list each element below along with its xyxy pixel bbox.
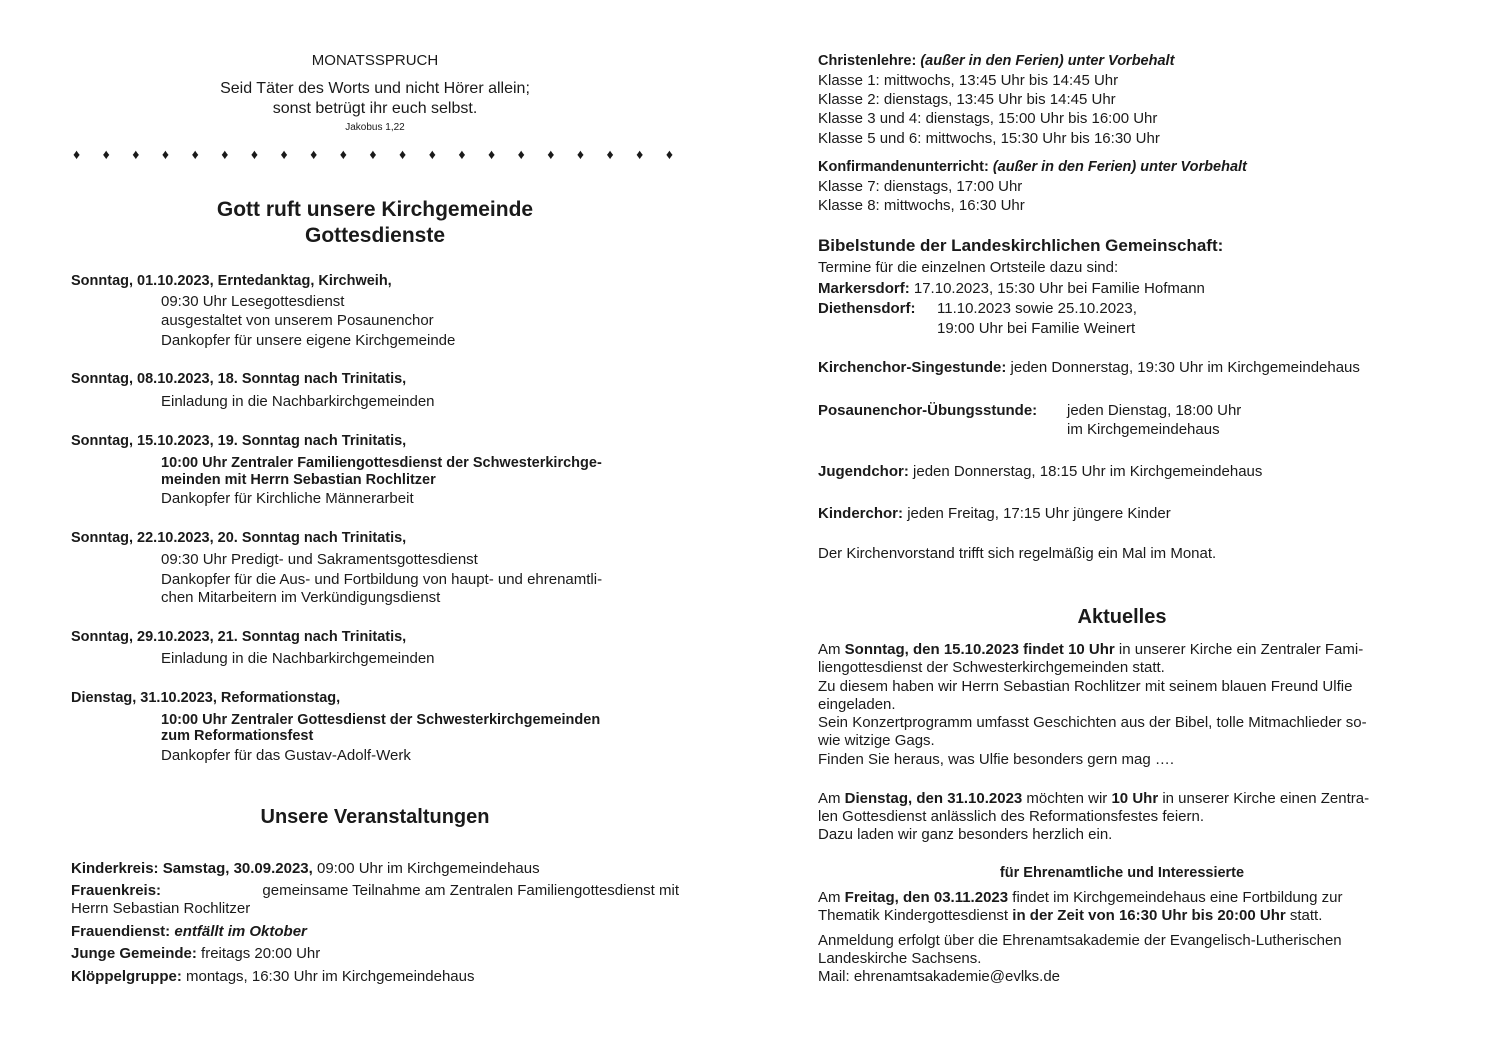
event-text: jeden Donnerstag, 19:30 Uhr im Kirchgemeindehaus — [1010, 359, 1360, 376]
news-line: len Gottesdienst anlässlich des Reformationsfestes feiern. — [818, 808, 1205, 825]
service-line: Dankopfer für Kirchliche Männerarbeit — [161, 490, 414, 507]
diamond-icon: ♦ — [458, 146, 466, 162]
bibel-heading: Bibelstunde der Landeskirchlichen Gemeinschaft: — [818, 236, 1224, 255]
news-text: in unserer Kirche ein Zentraler Fami- — [1114, 641, 1364, 658]
news-line: Landeskirche Sachsens. — [818, 950, 982, 967]
service-date: Sonntag, 15.10.2023, 19. Sonntag nach Trinitatis, — [71, 433, 407, 449]
news-text: statt. — [1285, 907, 1323, 924]
diamond-icon: ♦ — [487, 146, 496, 162]
service-line: Dankopfer für das Gustav-Adolf-Werk — [161, 747, 411, 764]
event-label: Kirchenchor-Singestunde: — [818, 359, 1007, 376]
diamond-icon: ♦ — [191, 146, 199, 162]
event-text: entfällt im Oktober — [174, 923, 307, 940]
event-date: Samstag, 30.09.2023, — [162, 860, 313, 877]
diamond-icon: ♦ — [73, 146, 81, 162]
news-line: liengottesdienst der Schwesterkirchgemeinden statt. — [818, 659, 1165, 676]
class-line: Klasse 2: dienstags, 13:45 Uhr bis 14:45 Uhr — [818, 91, 1116, 108]
jugendchor-line — [818, 463, 1262, 481]
diamond-icon: ♦ — [576, 146, 585, 162]
diamond-icon: ♦ — [517, 146, 525, 162]
service-highlight: meinden mit Herrn Sebastian Rochlitzer — [161, 472, 436, 488]
diamond-icon: ♦ — [547, 146, 555, 162]
konfi-note: (außer in den Ferien) unter Vorbehalt — [992, 159, 1247, 175]
service-date: Sonntag, 01.10.2023, Erntedanktag, Kirchweih, — [71, 273, 392, 289]
diamond-icon: ♦ — [102, 146, 110, 162]
news-line — [818, 641, 1363, 659]
diamond-icon: ♦ — [221, 146, 229, 162]
section-heading: Gott ruft unsere Kirchgemeinde — [216, 198, 534, 221]
news-line: eingeladen. — [818, 696, 896, 713]
class-line: Klasse 8: mittwochs, 16:30 Uhr — [818, 197, 1025, 214]
markersdorf-line — [818, 280, 1205, 298]
email-text: Mail: ehrenamtsakademie@evlks.de — [818, 968, 1060, 985]
event-label: Kinderchor: — [818, 505, 904, 522]
news-text: Am — [818, 641, 845, 658]
news-line: Anmeldung erfolgt über die Ehrenamtsakademie der Evangelisch-Lutherischen — [818, 932, 1342, 949]
service-highlight: zum Reformationsfest — [161, 728, 314, 744]
event-text: im Kirchgemeindehaus — [1067, 421, 1220, 438]
diamond-icon: ♦ — [399, 146, 407, 162]
service-line: 09:30 Uhr Predigt- und Sakramentsgottesdienst — [161, 551, 478, 568]
konfi-label: Konfirmandenunterricht: — [818, 159, 989, 175]
news-text: Am — [818, 790, 845, 807]
diamond-icon: ♦ — [310, 146, 318, 162]
kinderchor-line — [818, 505, 1171, 523]
diamond-icon: ♦ — [369, 146, 377, 162]
motto-line-1: Seid Täter des Worts und nicht Hörer allein; — [220, 80, 530, 97]
news-line: wie witzige Gags. — [818, 732, 935, 749]
diamond-icon: ♦ — [636, 146, 644, 162]
event-text: gemeinsame Teilnahme am Zentralen Familiengottesdienst mit — [262, 882, 679, 899]
diamond-icon: ♦ — [606, 146, 614, 162]
section-subheading: Gottesdienste — [304, 224, 446, 247]
service-line: Dankopfer für unsere eigene Kirchgemeinde — [161, 332, 456, 349]
diamond-icon: ♦ — [161, 146, 170, 162]
events-heading: Unsere Veranstaltungen — [260, 806, 490, 828]
event-text: jeden Freitag, 17:15 Uhr jüngere Kinder — [907, 505, 1171, 522]
diamond-icon: ♦ — [339, 146, 347, 162]
motto-line-2: sonst betrügt ihr euch selbst. — [272, 100, 478, 117]
news-line — [818, 889, 1342, 907]
service-date: Sonntag, 22.10.2023, 20. Sonntag nach Trinitatis, — [71, 530, 407, 546]
service-date: Dienstag, 31.10.2023, Reformationstag, — [71, 690, 341, 706]
place-text: 11.10.2023 sowie 25.10.2023, — [937, 300, 1137, 317]
news-emphasis: in der Zeit von 16:30 Uhr bis 20:00 Uhr — [1012, 907, 1286, 924]
vorstand-text: Der Kirchenvorstand trifft sich regelmäßig ein Mal im Monat. — [818, 545, 1217, 562]
event-text: jeden Dienstag, 18:00 Uhr — [1067, 402, 1242, 419]
event-text: 09:00 Uhr im Kirchgemeindehaus — [317, 860, 540, 877]
diamond-icon: ♦ — [428, 146, 436, 162]
class-line: Klasse 3 und 4: dienstags, 15:00 Uhr bis 16:00 Uhr — [818, 110, 1158, 127]
event-text: freitags 20:00 Uhr — [201, 945, 321, 962]
news-emphasis: Sonntag, den 15.10.2023 findet 10 Uhr — [844, 641, 1115, 658]
event-text: jeden Donnerstag, 18:15 Uhr im Kirchgemeindehaus — [913, 463, 1263, 480]
event-text: Herrn Sebastian Rochlitzer — [71, 900, 251, 917]
news-line — [818, 907, 1322, 925]
place-text: 19:00 Uhr bei Familie Weinert — [937, 320, 1136, 337]
news-line: Finden Sie heraus, was Ulfie besonders gern mag …. — [818, 751, 1175, 768]
event-label: Kinderkreis: — [71, 860, 159, 877]
event-label: Frauendienst: — [71, 923, 171, 940]
diamond-icon: ♦ — [132, 146, 140, 162]
class-line: Klasse 7: dienstags, 17:00 Uhr — [818, 178, 1023, 195]
news-emphasis: Dienstag, den 31.10.2023 — [844, 790, 1023, 807]
diamond-icon: ♦ — [280, 146, 288, 162]
service-line: Dankopfer für die Aus- und Fortbildung von haupt- und ehrenamtli- — [161, 571, 603, 588]
event-kloeppelgruppe — [71, 968, 475, 986]
news-line — [818, 790, 1369, 808]
place-text: 17.10.2023, 15:30 Uhr bei Familie Hofmann — [913, 280, 1205, 297]
event-kinderkreis — [71, 860, 540, 878]
christenlehre-heading — [818, 52, 1174, 70]
kirchenchor-line — [818, 359, 1360, 377]
diamond-icon: ♦ — [665, 146, 673, 162]
news-line: Sein Konzertprogramm umfasst Geschichten aus der Bibel, tolle Mitmachlieder so- — [818, 714, 1367, 731]
news-line: Zu diesem haben wir Herrn Sebastian Rochlitzer mit seinem blauen Freund Ulfie — [818, 678, 1353, 695]
news-text: Am — [818, 889, 845, 906]
service-date: Sonntag, 08.10.2023, 18. Sonntag nach Trinitatis, — [71, 371, 407, 387]
motto-title: MONATSSPRUCH — [311, 52, 439, 69]
event-label: Posaunenchor-Übungsstunde: — [818, 402, 1038, 419]
news-line: Dazu laden wir ganz besonders herzlich ein. — [818, 826, 1113, 843]
service-line: Einladung in die Nachbarkirchgemeinden — [161, 650, 435, 667]
class-line: Klasse 5 und 6: mittwochs, 15:30 Uhr bis 16:30 Uhr — [818, 130, 1160, 147]
place-label: Diethensdorf: — [818, 300, 916, 317]
news-text: Thematik Kindergottesdienst — [818, 907, 1013, 924]
place-label: Markersdorf: — [818, 280, 910, 297]
news-text: findet im Kirchgemeindehaus eine Fortbildung zur — [1008, 889, 1343, 906]
diamond-separator — [73, 146, 673, 162]
aktuelles-heading: Aktuelles — [1077, 606, 1167, 628]
event-frauendienst — [71, 923, 307, 941]
diamond-icon: ♦ — [250, 146, 258, 162]
service-highlight: 10:00 Uhr Zentraler Gottesdienst der Schwesterkirchgemeinden — [161, 712, 601, 728]
service-date: Sonntag, 29.10.2023, 21. Sonntag nach Trinitatis, — [71, 629, 407, 645]
service-line: chen Mitarbeitern im Verkündigungsdienst — [161, 589, 441, 606]
class-line: Klasse 1: mittwochs, 13:45 Uhr bis 14:45 Uhr — [818, 72, 1119, 89]
service-line: 09:30 Uhr Lesegottesdienst — [161, 293, 345, 310]
konfi-heading — [818, 158, 1247, 176]
service-highlight: 10:00 Uhr Zentraler Familiengottesdienst der Schwesterkirchge- — [161, 455, 602, 471]
event-label: Frauenkreis: — [71, 882, 162, 899]
event-label: Junge Gemeinde: — [71, 945, 197, 962]
service-line: Einladung in die Nachbarkirchgemeinden — [161, 393, 435, 410]
christenlehre-note: (außer in den Ferien) unter Vorbehalt — [920, 53, 1175, 69]
news-subheading: für Ehrenamtliche und Interessierte — [999, 865, 1245, 881]
bibel-intro: Termine für die einzelnen Ortsteile dazu sind: — [818, 259, 1119, 276]
christenlehre-label: Christenlehre: — [818, 53, 917, 69]
service-line: ausgestaltet von unserem Posaunenchor — [161, 312, 434, 329]
news-text: möchten wir — [1022, 790, 1112, 807]
news-emphasis: 10 Uhr — [1111, 790, 1159, 807]
event-label: Jugendchor: — [818, 463, 909, 480]
event-text: montags, 16:30 Uhr im Kirchgemeindehaus — [186, 968, 475, 985]
news-text: in unserer Kirche einen Zentra- — [1158, 790, 1370, 807]
motto-reference: Jakobus 1,22 — [345, 122, 405, 133]
event-frauenkreis — [71, 882, 679, 900]
event-label: Klöppelgruppe: — [71, 968, 182, 985]
event-junge-gemeinde — [71, 945, 320, 963]
news-emphasis: Freitag, den 03.11.2023 — [844, 889, 1009, 906]
